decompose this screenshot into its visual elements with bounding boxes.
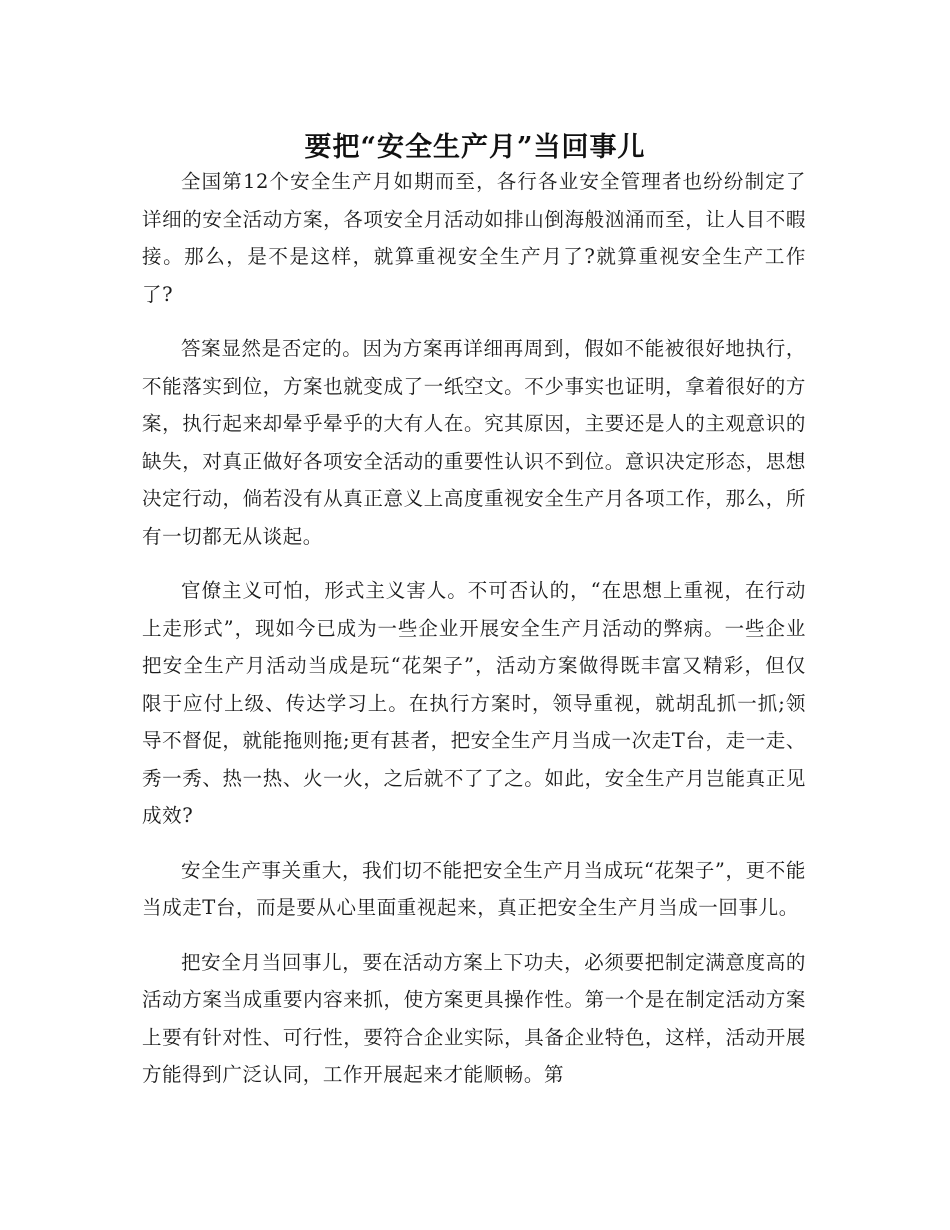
paragraph-1: 全国第12个安全生产月如期而至，各行各业安全管理者也纷纷制定了详细的安全活动方案，各项安全月活动如排山倒海般汹涌而至，让人目不暇接。那么，是不是这样，就算重视安全生产月了?就算重视安全生产工作了? (142, 170, 806, 306)
document-body (142, 163, 806, 1111)
paragraph-4: 安全生产事关重大，我们切不能把安全生产月当成玩“花架子”，更不能当成走T台，而是要从心里面重视起来，真正把安全生产月当成一回事儿。 (142, 858, 806, 919)
document-title: 要把“安全生产月”当回事儿 (304, 132, 646, 164)
paragraph-2: 答案显然是否定的。因为方案再详细再周到，假如不能被很好地执行，不能落实到位，方案也就变成了一纸空文。不少事实也证明，拿着很好的方案，执行起来却晕乎晕乎的大有人在。究其原因，主要还是人的主观意识的缺失，对真正做好各项安全活动的重要性认识不到位。意识决定形态，思想决定行动，倘若没有从真正意义上高度重视安全生产月各项工作，那么，所有一切都无从谈起。 (142, 337, 806, 548)
paragraph-3: 官僚主义可怕，形式主义害人。不可否认的，“在思想上重视，在行动上走形式”，现如今已成为一些企业开展安全生产月活动的弊病。一些企业把安全生产月活动当成是玩“花架子”，活动方案做得既丰富又精彩，但仅限于应付上级、传达学习上。在执行方案时，领导重视，就胡乱抓一抓;领导不督促，就能拖则拖;更有甚者，把安全生产月当成一次走T台，走一走、秀一秀、热一热、火一火，之后就不了了之。如此，安全生产月岂能真正见成效? (142, 579, 806, 827)
paragraph-5: 把安全月当回事儿，要在活动方案上下功夫，必须要把制定满意度高的活动方案当成重要内容来抓，使方案更具操作性。第一个是在制定活动方案上要有针对性、可行性，要符合企业实际，具备企业特色，这样，活动开展方能得到广泛认同，工作开展起来才能顺畅。第 (142, 950, 806, 1086)
